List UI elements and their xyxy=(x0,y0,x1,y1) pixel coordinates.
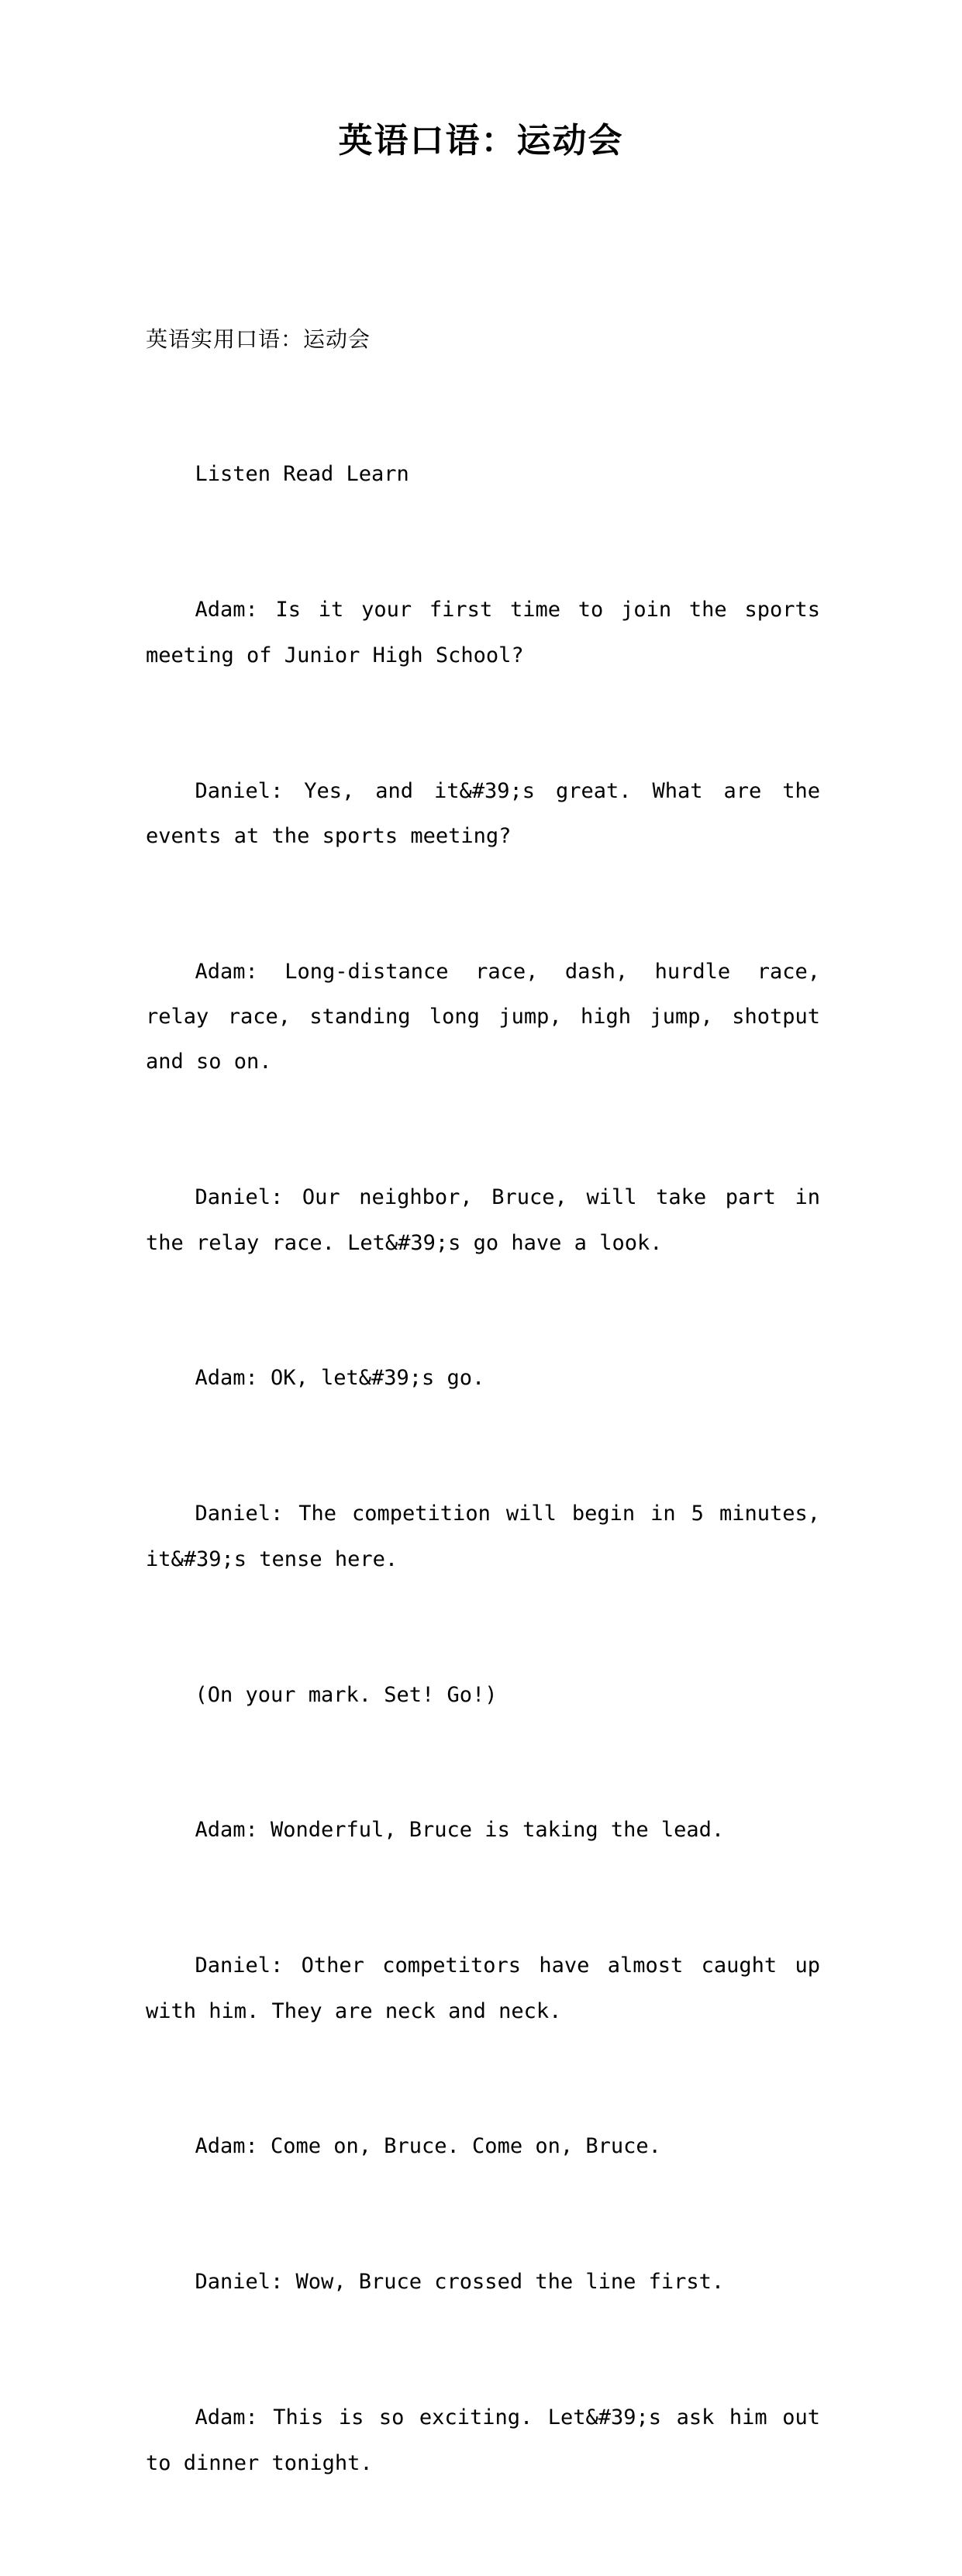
dialogue-line: Daniel: Other competitors have almost caught up with him. They are neck and neck. xyxy=(146,1954,833,2023)
dialogue-line: Daniel: Yes, and it&#39;s great. What are the events at the sports meeting? xyxy=(146,778,833,848)
dialogue-line: Adam: Is it your first time to join the sports meeting of Junior High School? xyxy=(146,598,833,667)
dialogue-line: Daniel: Wow, Bruce crossed the line first. xyxy=(195,2270,725,2295)
section-heading: Listen Read Learn xyxy=(195,462,409,487)
dialogue-line: Adam: Wonderful, Bruce is taking the lead. xyxy=(195,1818,725,1843)
dialogue-line: Daniel: The competition will begin in 5 minutes, it&#39;s tense here. xyxy=(146,1502,833,1571)
dialogue-line: Daniel: Our neighbor, Bruce, will take part in the relay race. Let&#39;s go have a look. xyxy=(146,1185,833,1255)
document-title: 英语口语：运动会 xyxy=(338,121,624,160)
document-body xyxy=(146,226,833,2576)
dialogue-line: Adam: This is so exciting. Let&#39;s ask him out to dinner tonight. xyxy=(146,2405,833,2475)
dialogue-line: Adam: OK, let&#39;s go. xyxy=(195,1366,485,1391)
dialogue-line: Adam: Long-distance race, dash, hurdle race, relay race, standing long jump, high jump, shotput and so on. xyxy=(146,959,833,1074)
stage-direction: (On your mark. Set! Go!) xyxy=(195,1682,498,1707)
subtitle-line: 英语实用口语：运动会 xyxy=(146,326,371,352)
dialogue-line: Adam: Come on, Bruce. Come on, Bruce. xyxy=(195,2134,661,2159)
